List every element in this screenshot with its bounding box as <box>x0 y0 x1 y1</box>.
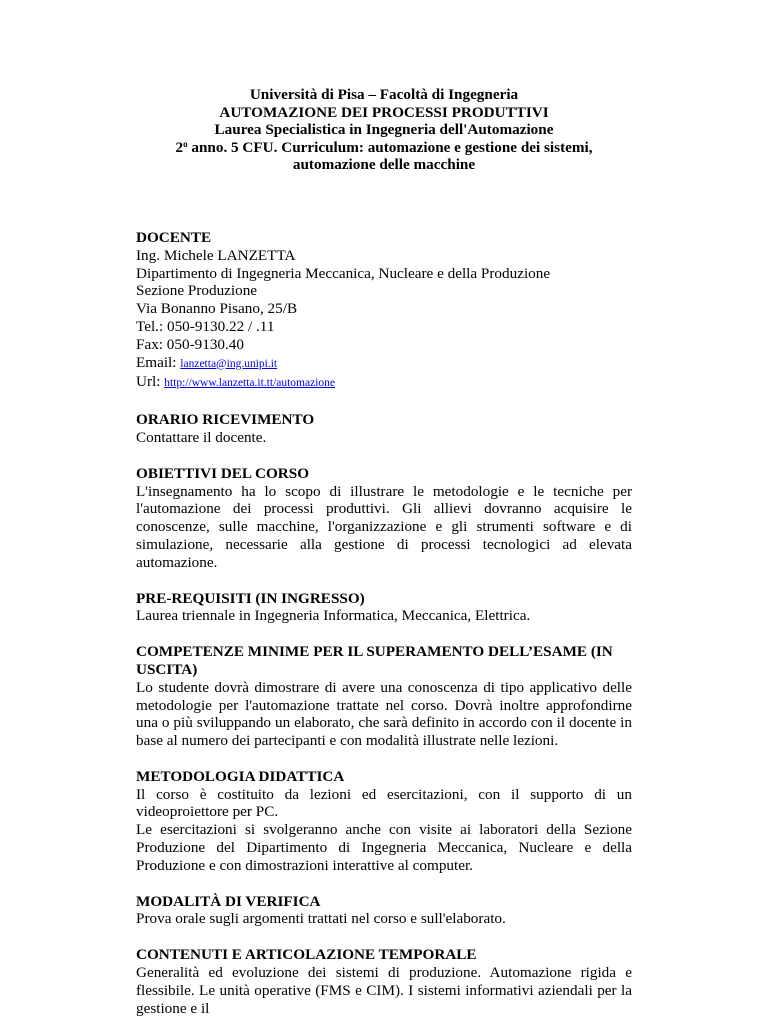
docente-fax: Fax: 050-9130.40 <box>136 335 244 353</box>
year-number: 2 <box>175 138 184 156</box>
email-label: Email: <box>136 353 181 371</box>
year-curriculum-line <box>136 139 632 157</box>
prerequisiti-section <box>136 590 632 626</box>
docente-section-name: Sezione Produzione <box>136 282 258 300</box>
obiettivi-heading: OBIETTIVI DEL CORSO <box>136 464 310 482</box>
ricevimento-heading: ORARIO RICEVIMENTO <box>136 411 315 429</box>
docente-address: Via Bonanno Pisano, 25/B <box>136 300 298 318</box>
document-page <box>136 0 632 1017</box>
metodologia-text-2: Le esercitazioni si svolgeranno anche con visite ai laboratori della Sezione Produzione del Dipartimento di Ingegneria Meccanica, Nucleare e della Produzione e con dimostrazioni interattive al computer. <box>136 821 632 874</box>
metodologia-text-1: Il corso è costituito da lezioni ed esercitazioni, con il supporto di un videoproiettore per PC. <box>136 785 632 821</box>
docente-heading: DOCENTE <box>136 228 212 246</box>
url-link[interactable]: http://www.lanzetta.it.tt/automazione <box>164 377 336 390</box>
prerequisiti-heading: PRE-REQUISITI (IN INGRESSO) <box>136 589 365 607</box>
ricevimento-section <box>136 411 632 447</box>
docente-phone: Tel.: 050-9130.22 / .11 <box>136 317 275 335</box>
email-link[interactable]: lanzetta@ing.unipi.it <box>180 357 278 370</box>
ordinal-suffix: o <box>183 138 188 149</box>
prerequisiti-text: Laurea triennale in Ingegneria Informatica, Meccanica, Elettrica. <box>136 607 531 625</box>
docente-department: Dipartimento di Ingegneria Meccanica, Nucleare e della Produzione <box>136 264 551 282</box>
metodologia-section <box>136 768 632 875</box>
obiettivi-section <box>136 465 632 572</box>
competenze-heading-line2: USCITA) <box>136 660 198 678</box>
verifica-heading: MODALITÀ DI VERIFICA <box>136 892 321 910</box>
contenuti-section <box>136 946 632 1017</box>
verifica-text: Prova orale sugli argomenti trattati nel corso e sull'elaborato. <box>136 910 506 928</box>
contenuti-heading: CONTENUTI E ARTICOLAZIONE TEMPORALE <box>136 946 477 964</box>
university-line: Università di Pisa – Facoltà di Ingegneria <box>249 86 519 103</box>
competenze-heading-line1: COMPETENZE MINIME PER IL SUPERAMENTO DELL’ESAME (IN <box>136 643 613 661</box>
degree-line: Laurea Specialistica in Ingegneria dell'Automazione <box>214 121 554 139</box>
docente-email-row <box>136 354 632 374</box>
docente-name: Ing. Michele LANZETTA <box>136 246 296 264</box>
verifica-section <box>136 893 632 929</box>
url-label: Url: <box>136 373 165 391</box>
curriculum-line-2: automazione delle macchine <box>292 156 476 174</box>
course-title: AUTOMAZIONE DEI PROCESSI PRODUTTIVI <box>219 103 549 121</box>
contenuti-text: Generalità ed evoluzione dei sistemi di produzione. Automazione rigida e flessibile. Le unità operative (FMS e CIM). I sistemi informativi aziendali per la gestione e il <box>136 964 632 1017</box>
curriculum-text: anno. 5 CFU. Curriculum: automazione e gestione dei sistemi, <box>187 138 593 156</box>
docente-section <box>136 229 632 393</box>
competenze-text: Lo studente dovrà dimostrare di avere una conoscenza di tipo applicativo delle metodologie per l'automazione trattate nel corso. Dovrà inoltre approfondirne una o più sviluppando un elaborato, che sarà definito in accordo con il docente in base al numero dei partecipanti e con modalità illustrate nelle lezioni. <box>136 678 632 750</box>
obiettivi-text: L'insegnamento ha lo scopo di illustrare le metodologie e le tecniche per l'automazione dei processi produttivi. Gli allievi dovranno acquisire le conoscenze, sulle macchine, l'organizzazione e gli strumenti software e di simulazione, necessarie alla gestione di processi tecnologici ad elevata automazione. <box>136 482 632 571</box>
document-header <box>136 86 632 174</box>
metodologia-heading: METODOLOGIA DIDATTICA <box>136 767 345 785</box>
docente-url-row <box>136 373 632 393</box>
competenze-section <box>136 643 632 750</box>
ricevimento-text: Contattare il docente. <box>136 428 267 446</box>
